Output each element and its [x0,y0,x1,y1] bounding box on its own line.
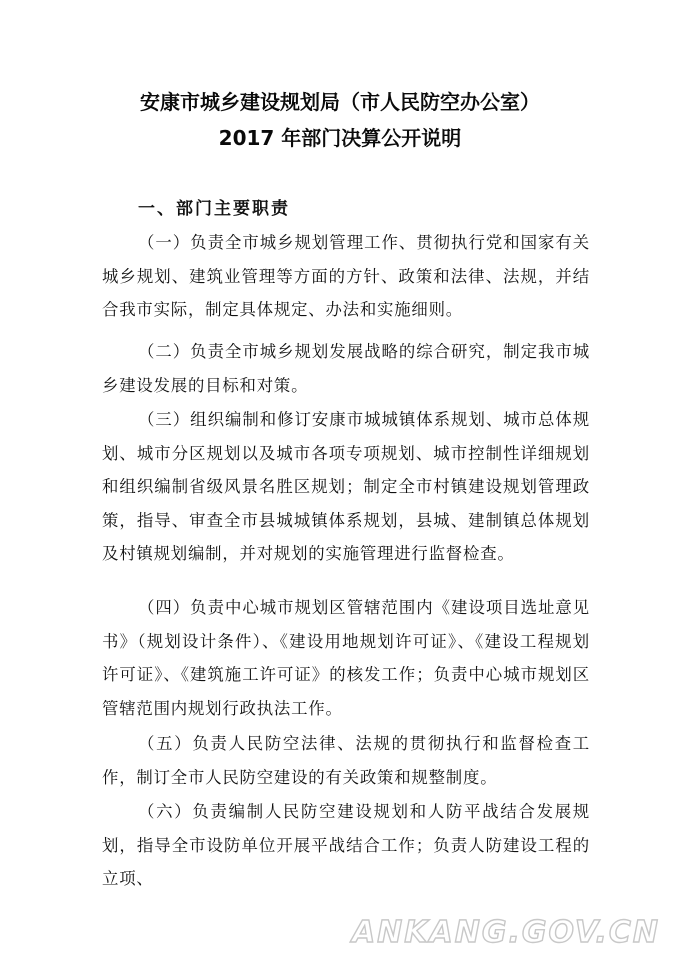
watermark-text: ANKANG.GOV.CN [351,915,660,950]
section-heading: 一、部门主要职责 [138,199,290,219]
document-title-line-1: 安康市城乡建设规划局（市人民防空办公室） [140,90,540,114]
paragraph-duty-5: （五）负责人民防空法律、法规的贯彻执行和监督检查工作，制订全市人民防空建设的有关政策和规整制度。 [102,734,590,787]
paragraph-duty-2: （二）负责全市城乡规划发展战略的综合研究，制定我市城乡建设发展的目标和对策。 [102,342,590,395]
paragraph-duty-1: （一）负责全市城乡规划管理工作、贯彻执行党和国家有关城乡规划、建筑业管理等方面的方针、政策和法律、法规，并结合我市实际，制定具体规定、办法和实施细则。 [102,233,590,319]
watermark-logo [351,910,662,950]
document-title-line-2: 2017 年部门决算公开说明 [218,126,462,150]
watermark-graphic [351,910,662,950]
paragraph-duty-3: （三）组织编制和修订安康市城城镇体系规划、城市总体规划、城市分区规划以及城市各项专项规划、城市控制性详细规划和组织编制省级风景名胜区规划；制定全市村镇建设规划管理政策，指导、审查全市县城城镇体系规划，县城、建制镇总体规划及村镇规划编制，并对规划的实施管理进行监督检查。 [102,410,590,563]
paragraph-duty-6: （六）负责编制人民防空建设规划和人防平战结合发展规划，指导全市设防单位开展平战结合工作；负责人防建设工程的立项、 [102,802,590,888]
paragraph-duty-4: （四）负责中心城市规划区管辖范围内《建设项目选址意见书》（规划设计条件）、《建设用地规划许可证》、《建设工程规划许可证》、《建筑施工许可证》的核发工作；负责中心城市规划区管辖范围内规划行政执法工作。 [102,598,590,718]
